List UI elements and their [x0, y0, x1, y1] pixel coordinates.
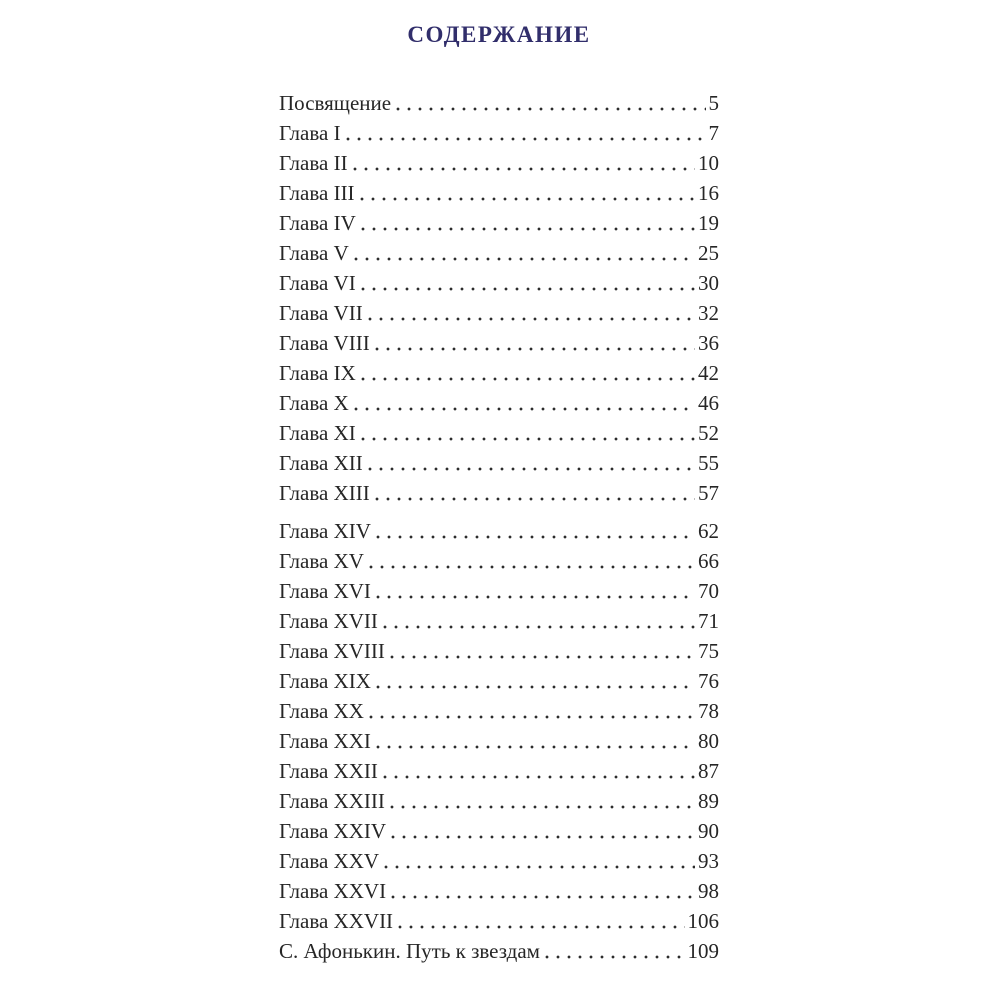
toc-entry [279, 546, 719, 576]
toc-entry-page: 89 [698, 789, 719, 813]
dot-leader [383, 625, 695, 629]
toc-entry-page: 55 [698, 451, 719, 475]
toc-entry [279, 298, 719, 328]
dot-leader [361, 377, 695, 381]
dot-leader [545, 955, 685, 959]
dot-leader [346, 137, 706, 141]
toc-entry [279, 876, 719, 906]
toc-entry-label: Глава XIV [279, 519, 371, 543]
dot-leader [390, 805, 695, 809]
toc-entry-page: 62 [698, 519, 719, 543]
toc-entry [279, 816, 719, 846]
toc-entry-page: 109 [687, 939, 719, 963]
toc-entry [279, 906, 719, 936]
toc-entry [279, 148, 719, 178]
dot-leader [369, 565, 695, 569]
dot-leader [361, 437, 695, 441]
toc-entry-page: 32 [698, 301, 719, 325]
toc-entry-label: Глава XXI [279, 729, 371, 753]
toc-entry-page: 7 [708, 121, 719, 145]
toc-entry [279, 696, 719, 726]
toc-entry-page: 87 [698, 759, 719, 783]
toc-entry [279, 576, 719, 606]
toc-entry [279, 388, 719, 418]
dot-leader [384, 865, 695, 869]
toc-entry-label: Глава XVII [279, 609, 378, 633]
toc-entry-label: Глава V [279, 241, 349, 265]
toc-entry-page: 25 [698, 241, 719, 265]
toc-entry [279, 358, 719, 388]
dot-leader [361, 227, 695, 231]
dot-leader [376, 745, 695, 749]
toc-entry-label: Глава XII [279, 451, 363, 475]
toc-entry [279, 936, 719, 966]
toc-entry [279, 478, 719, 508]
toc-entry-page: 75 [698, 639, 719, 663]
toc-entry [279, 238, 719, 268]
toc-entry-page: 42 [698, 361, 719, 385]
toc-entry-label: Глава XX [279, 699, 364, 723]
toc-entry [279, 786, 719, 816]
toc-entry-page: 19 [698, 211, 719, 235]
toc-entry-label: Глава XIII [279, 481, 370, 505]
toc-entry [279, 118, 719, 148]
toc-entry-page: 106 [687, 909, 719, 933]
toc-entry [279, 268, 719, 298]
toc-entry [279, 448, 719, 478]
toc-entry-label: Глава XV [279, 549, 364, 573]
dot-leader [368, 467, 695, 471]
toc-entry-page: 98 [698, 879, 719, 903]
toc-entry-label: Глава III [279, 181, 355, 205]
toc-entry-page: 16 [698, 181, 719, 205]
dot-leader [375, 347, 695, 351]
toc-entry-label: Глава XXV [279, 849, 380, 873]
toc-entry-label: Глава XXII [279, 759, 378, 783]
toc-entry-page: 57 [698, 481, 719, 505]
toc-entry-page: 70 [698, 579, 719, 603]
toc-entry-page: 80 [698, 729, 719, 753]
dot-leader [368, 317, 695, 321]
toc-entry-label: Глава XIX [279, 669, 371, 693]
toc-entry [279, 178, 719, 208]
toc-entry-page: 90 [698, 819, 719, 843]
dot-leader [383, 775, 695, 779]
dot-leader [396, 107, 705, 111]
toc-entry-label: Глава VI [279, 271, 356, 295]
toc-entry [279, 756, 719, 786]
dot-leader [376, 595, 695, 599]
toc-entry [279, 208, 719, 238]
toc-entry-label: Глава VIII [279, 331, 370, 355]
toc-entry-page: 52 [698, 421, 719, 445]
toc-entry [279, 846, 719, 876]
dot-leader [391, 835, 695, 839]
dot-leader [369, 715, 695, 719]
dot-leader [361, 287, 695, 291]
toc-entry-label: Глава IV [279, 211, 356, 235]
toc-entry-page: 46 [698, 391, 719, 415]
toc-entry-label: Глава XI [279, 421, 356, 445]
dot-leader [390, 655, 695, 659]
toc-entry-label: Глава XVIII [279, 639, 385, 663]
toc-entry [279, 418, 719, 448]
toc-entry-page: 66 [698, 549, 719, 573]
dot-leader [376, 535, 695, 539]
toc-entry-page: 78 [698, 699, 719, 723]
toc-entry [279, 666, 719, 696]
toc-entry-label: Глава XXVII [279, 909, 394, 933]
toc-entry-page: 71 [698, 609, 719, 633]
toc-page [279, 0, 719, 966]
dot-leader [376, 685, 695, 689]
toc-entry-label: Глава VII [279, 301, 363, 325]
toc-entry [279, 328, 719, 358]
dot-leader [354, 407, 695, 411]
toc-entry [279, 606, 719, 636]
toc-entry [279, 636, 719, 666]
toc-entry-label: Посвящение [279, 91, 392, 115]
toc-entry [279, 88, 719, 118]
dot-leader [391, 895, 695, 899]
dot-leader [353, 167, 695, 171]
toc-entry-page: 10 [698, 151, 719, 175]
dot-leader [360, 197, 695, 201]
toc-entry-label: Глава XXIII [279, 789, 385, 813]
toc-entry-page: 76 [698, 669, 719, 693]
toc-entry-label: Глава II [279, 151, 348, 175]
toc-entry-label: Глава IX [279, 361, 356, 385]
dot-leader [398, 925, 684, 929]
toc-entry-page: 5 [708, 91, 719, 115]
toc-entry-label: Глава XXVI [279, 879, 387, 903]
dot-leader [375, 497, 695, 501]
toc-entry-page: 93 [698, 849, 719, 873]
toc-entry-label: С. Афонькин. Путь к звездам [279, 939, 540, 963]
toc-entry-label: Глава XXIV [279, 819, 387, 843]
toc-entry-page: 30 [698, 271, 719, 295]
toc-entry [279, 726, 719, 756]
toc-entry-label: Глава X [279, 391, 349, 415]
dot-leader [354, 257, 695, 261]
toc-entry-label: Глава I [279, 121, 341, 145]
toc-entry [279, 516, 719, 546]
toc-entry-page: 36 [698, 331, 719, 355]
toc-list [279, 88, 719, 966]
page-title: СОДЕРЖАНИЕ [407, 22, 591, 47]
toc-entry-label: Глава XVI [279, 579, 371, 603]
